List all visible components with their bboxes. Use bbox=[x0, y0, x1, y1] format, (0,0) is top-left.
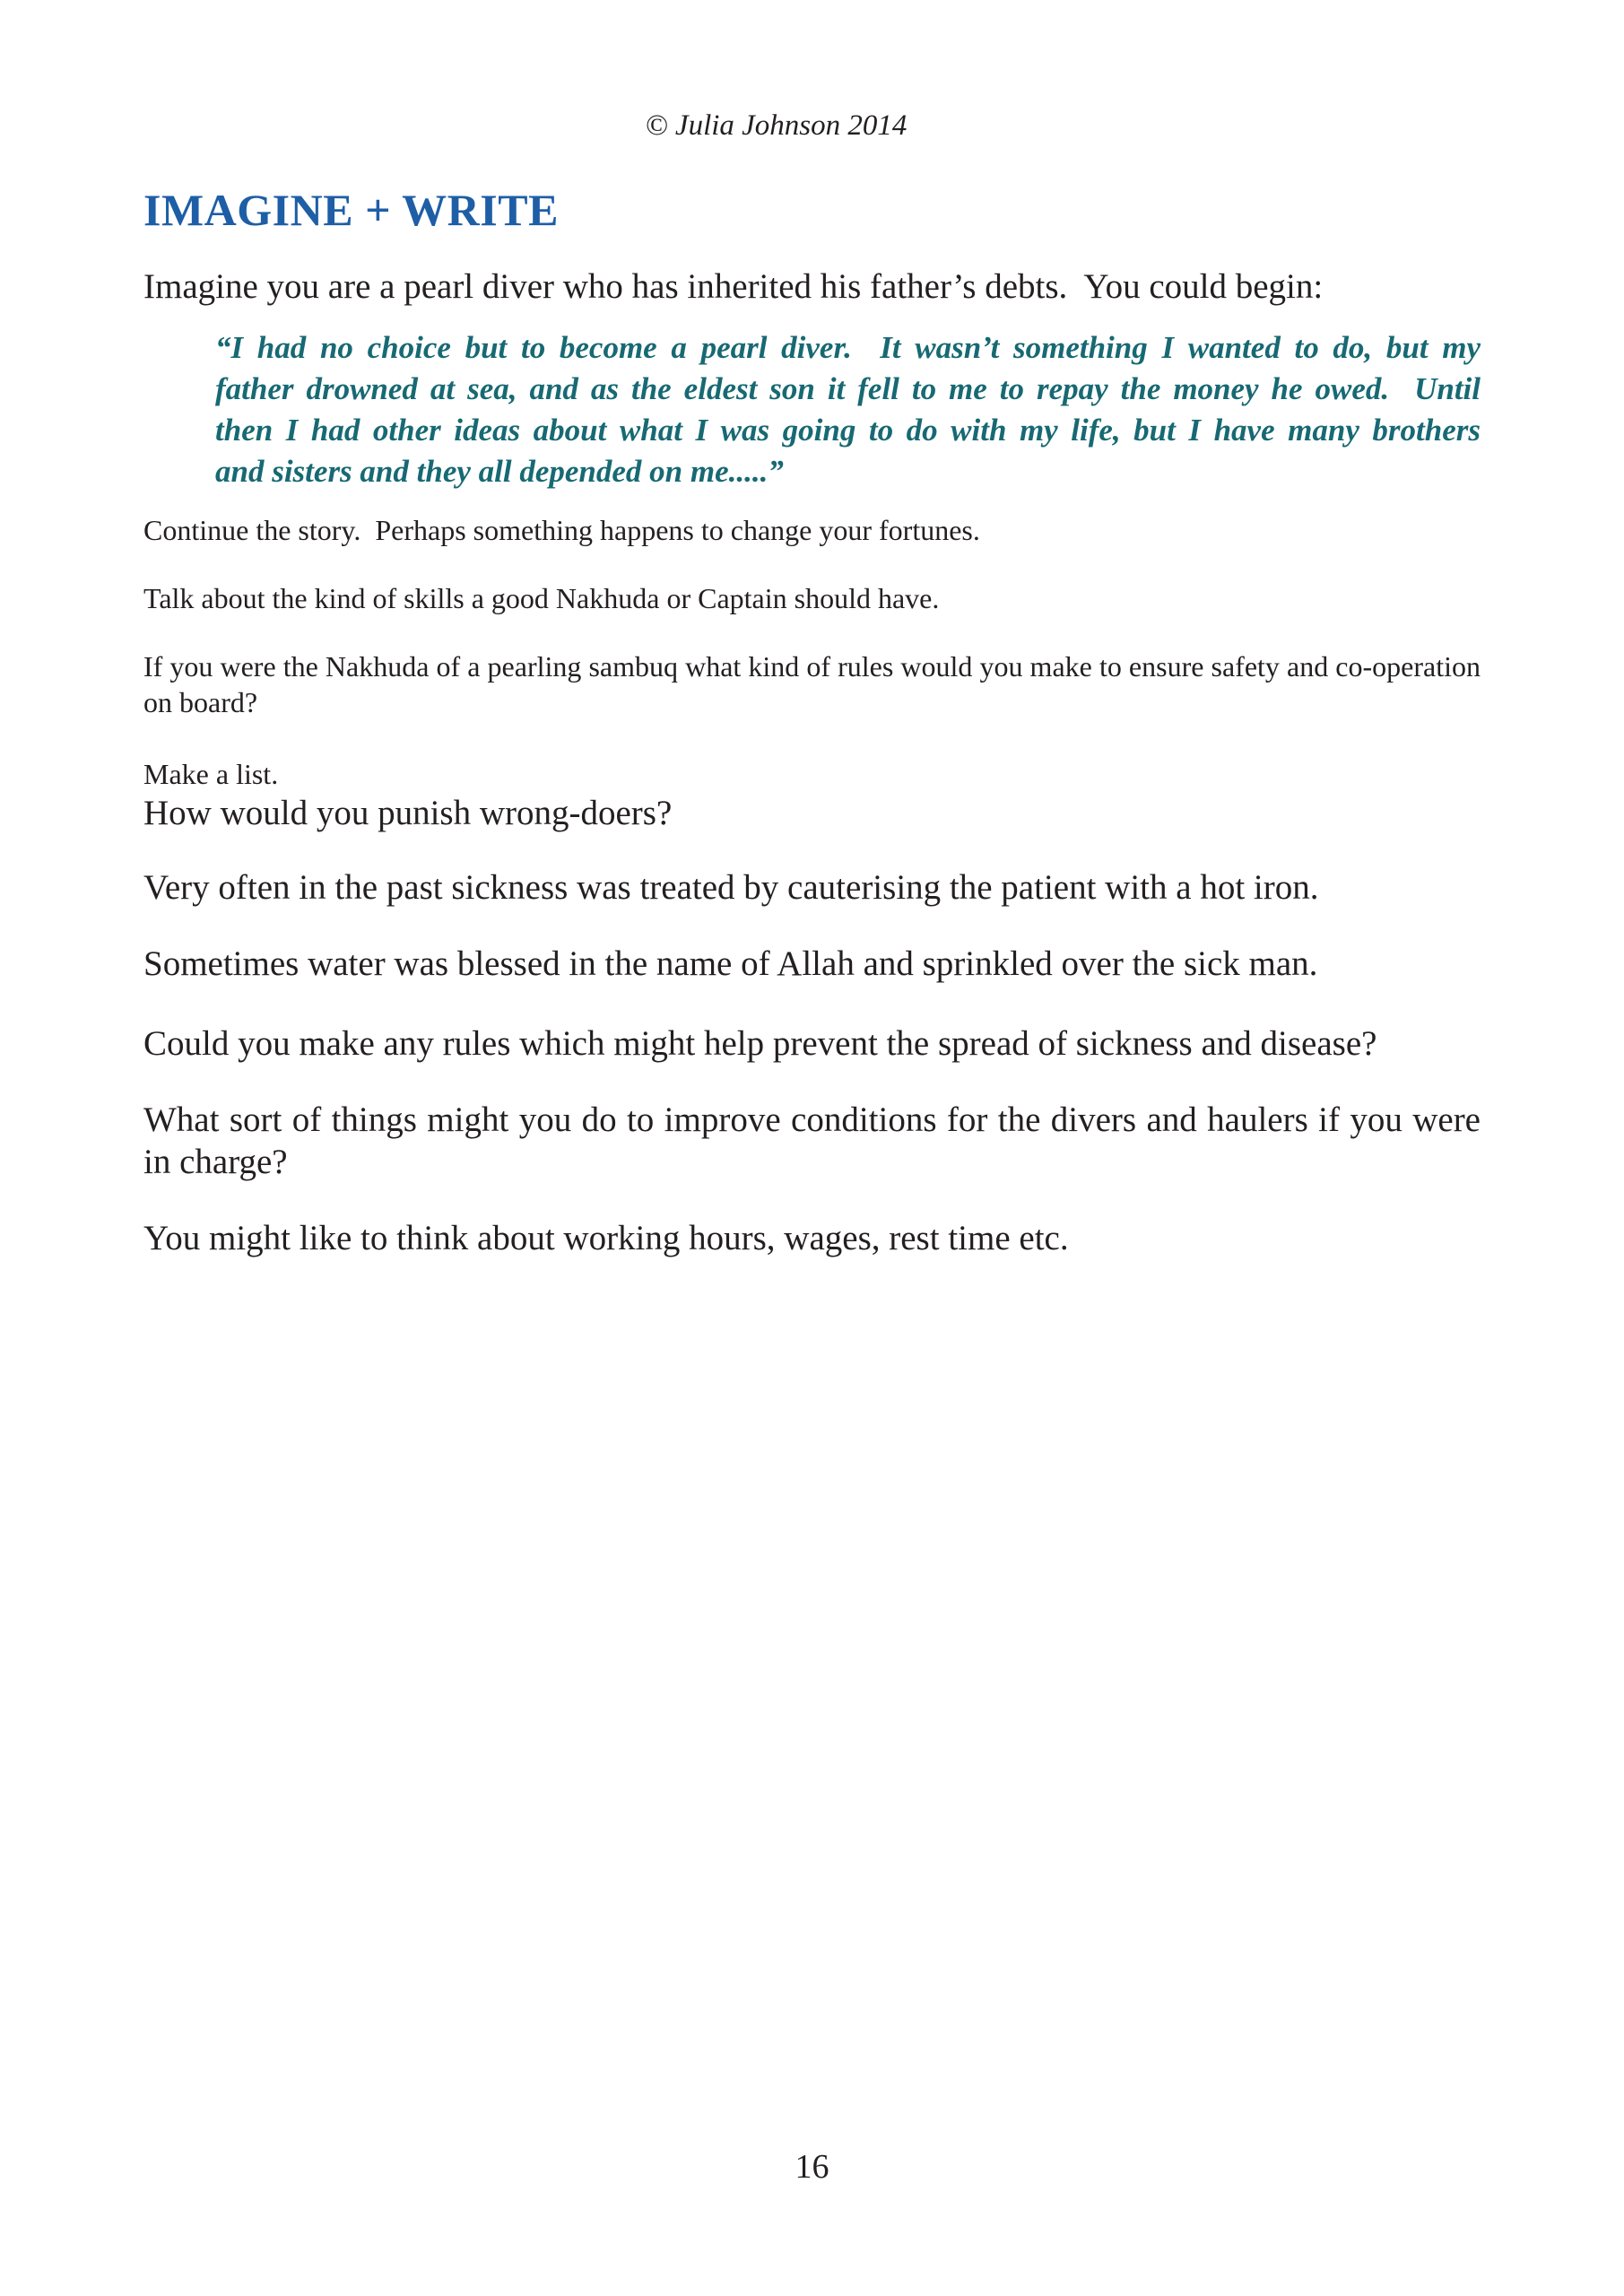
quote-line: “I had no choice but to become a pearl diver. It wasn’t something I wanted to do, but my bbox=[215, 330, 1481, 365]
para-working-hours: You might like to think about working hours, wages, rest time etc. bbox=[143, 1219, 1069, 1257]
quote-line: then I had other ideas about what I was going to do with my life, but I have many brothers bbox=[215, 413, 1481, 448]
para-nakhuda-rules: If you were the Nakhuda of a pearling sambuq what kind of rules would you make to ensure safety and co-operation on board? bbox=[143, 650, 1481, 718]
page-number: 16 bbox=[795, 2148, 829, 2186]
quote-block bbox=[215, 327, 1481, 492]
page-title: IMAGINE + WRITE bbox=[143, 185, 559, 235]
quote-line: and sisters and they all depended on me.....” bbox=[215, 454, 784, 489]
para-very-often: Very often in the past sickness was treated by cauterising the patient with a hot iron. bbox=[143, 868, 1319, 907]
para-talk-skills: Talk about the kind of skills a good Nakhuda or Captain should have. bbox=[143, 582, 940, 614]
para-could-rules: Could you make any rules which might help prevent the spread of sickness and disease? bbox=[143, 1024, 1377, 1063]
para-sometimes: Sometimes water was blessed in the name of Allah and sprinkled over the sick man. bbox=[143, 944, 1318, 983]
copyright-line: © Julia Johnson 2014 bbox=[645, 109, 908, 142]
para-make-list: Make a list. bbox=[143, 758, 279, 790]
para-punish: How would you punish wrong-doers? bbox=[143, 794, 673, 832]
quote-line: father drowned at sea, and as the eldest son it fell to me to repay the money he owed. Until bbox=[215, 371, 1481, 406]
intro-paragraph: Imagine you are a pearl diver who has inherited his father’s debts. You could begin: bbox=[143, 267, 1324, 306]
para-continue: Continue the story. Perhaps something happens to change your fortunes. bbox=[143, 514, 980, 546]
para-what-sort: What sort of things might you do to improve conditions for the divers and haulers if you were in charge? bbox=[143, 1100, 1481, 1181]
